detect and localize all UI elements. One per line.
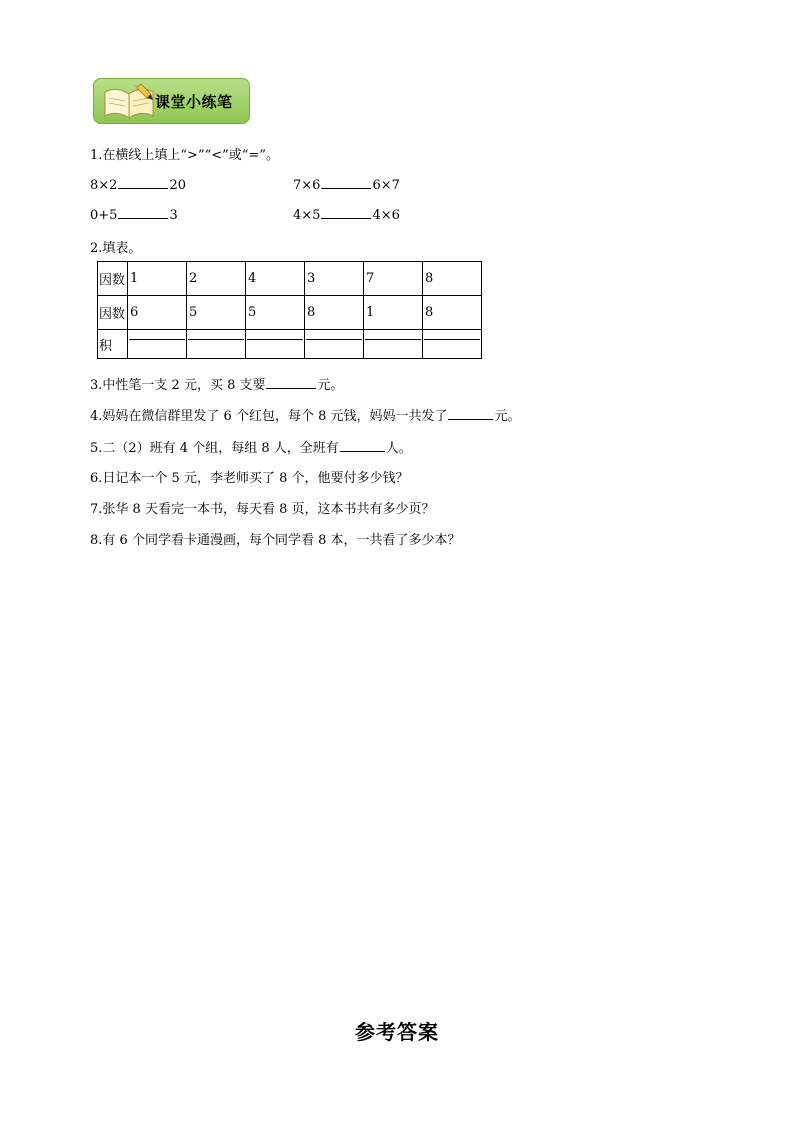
row-label: 因数 [98,262,128,296]
table-cell: 5 [187,296,246,330]
book-pencil-icon [101,82,157,122]
q1-item-4-right: 4×6 [372,208,400,223]
q4-unit: 元。 [494,409,521,424]
question-2-prompt: 2.填表。 [90,241,142,256]
table-row [98,330,482,359]
table-cell: 1 [128,262,187,296]
question-8: 8.有 6 个同学看卡通漫画，每个同学看 8 本，一共看了多少本？ [90,533,461,548]
table-cell: 3 [305,262,364,296]
q1-item-3-left: 0+5 [90,208,118,223]
answer-cell[interactable] [128,330,187,359]
answer-cell[interactable] [246,330,305,359]
answer-heading: 参考答案 [355,1020,439,1044]
answer-blank[interactable] [448,407,493,420]
answer-blank[interactable] [118,206,168,219]
q3-unit: 元。 [317,378,344,393]
table-row [98,296,482,330]
q1-item-3 [90,206,178,223]
section-header-badge [93,78,250,124]
question-3 [90,374,344,393]
q1-item-3-right: 3 [169,208,178,223]
answer-blank[interactable] [321,176,371,189]
row-label: 因数 [98,296,128,330]
q1-item-4 [293,206,400,223]
q1-item-1-left: 8×2 [90,178,118,193]
table-cell: 5 [246,296,305,330]
factor-table [97,261,482,359]
section-title: 课堂小练笔 [155,93,233,111]
table-cell: 8 [423,296,482,330]
row-label: 积 [98,330,128,359]
table-cell: 6 [128,296,187,330]
answer-blank[interactable] [266,376,316,389]
table-cell: 1 [364,296,423,330]
table-cell: 8 [305,296,364,330]
q1-item-2 [293,176,400,193]
q1-item-2-left: 7×6 [293,178,321,193]
answer-blank[interactable] [321,206,371,219]
table-cell: 8 [423,262,482,296]
q3-text: 3.中性笔一支 2 元，买 8 支要 [90,378,266,393]
table-row [98,262,482,296]
question-7: 7.张华 8 天看完一本书，每天看 8 页，这本书共有多少页？ [90,502,435,517]
answer-blank[interactable] [118,176,168,189]
q5-text: 5.二（2）班有 4 个组，每组 8 人，全班有 [90,441,339,456]
answer-cell[interactable] [187,330,246,359]
table-cell: 2 [187,262,246,296]
q1-item-2-right: 6×7 [372,178,400,193]
answer-cell[interactable] [364,330,423,359]
answer-blank[interactable] [340,439,385,452]
question-5 [90,437,412,456]
question-4 [90,405,521,424]
q1-item-1 [90,176,186,193]
question-6: 6.日记本一个 5 元，李老师买了 8 个，他要付多少钱？ [90,471,409,486]
q1-item-1-right: 20 [169,178,186,193]
table-cell: 7 [364,262,423,296]
q4-text: 4.妈妈在微信群里发了 6 个红包，每个 8 元钱，妈妈一共发了 [90,409,448,424]
answer-cell[interactable] [423,330,482,359]
q5-unit: 人。 [385,441,412,456]
q1-item-4-left: 4×5 [293,208,321,223]
answer-cell[interactable] [305,330,364,359]
question-1-prompt: 1.在横线上填上“>”“<”或“=”。 [90,148,279,163]
table-cell: 4 [246,262,305,296]
